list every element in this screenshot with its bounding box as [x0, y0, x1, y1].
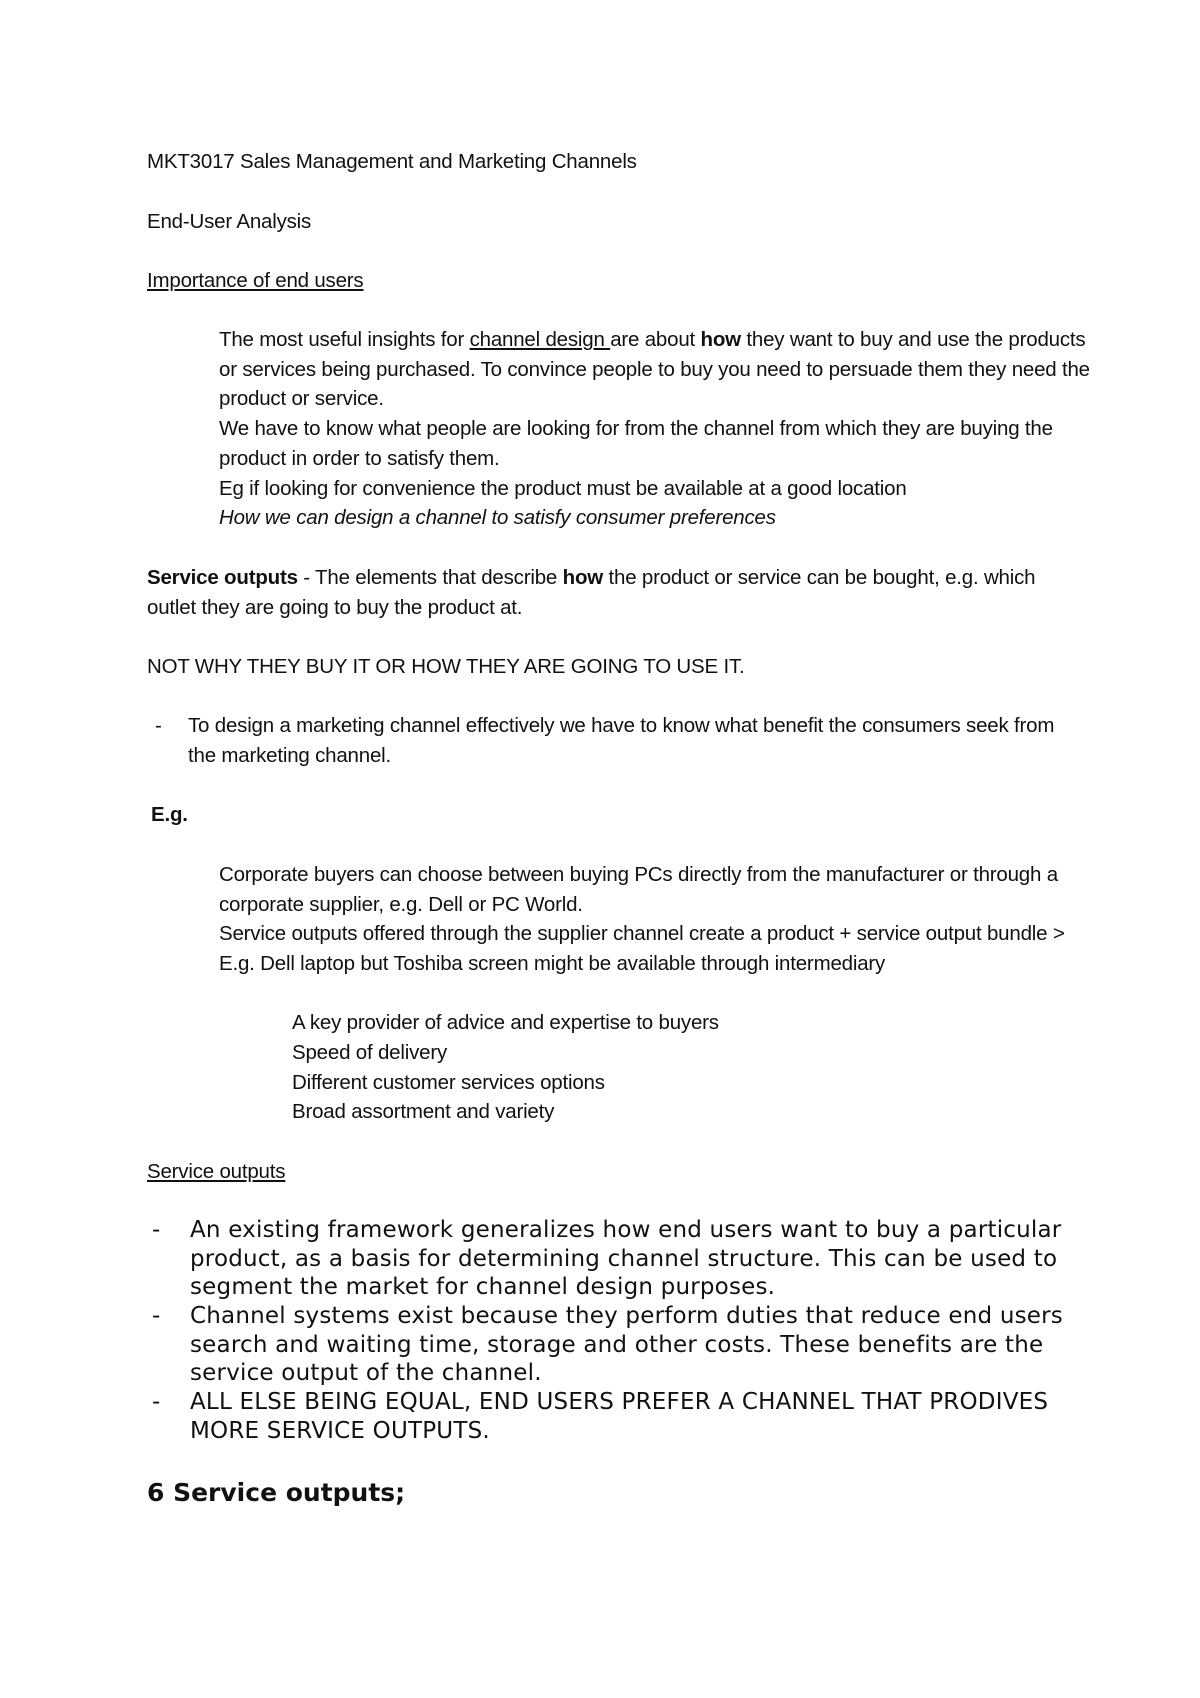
- sub-list-item: Speed of delivery: [292, 1041, 448, 1064]
- list-item: To design a marketing channel effectively we have to know what benefit the consumers seek from the marketing channel.: [188, 714, 1055, 767]
- service-outputs-heading: Service outputs: [147, 1160, 286, 1183]
- list-item: Service outputs offered through the supplier channel create a product + service output bundle > E.g. Dell laptop but Toshiba screen might be available through intermediary: [219, 922, 1065, 975]
- list-item: Channel systems exist because they perform duties that reduce end users search and waiting time, storage and other costs. These benefits are the service output of the channel.: [190, 1303, 1063, 1386]
- dash-marker: -: [152, 1389, 161, 1415]
- list-item: An existing framework generalizes how end users want to buy a particular product, as a basis for determining channel structure. This can be used to segment the market for channel design purposes.: [190, 1217, 1062, 1300]
- list-item: How we can design a channel to satisfy consumer preferences: [219, 506, 776, 529]
- list-item: ALL ELSE BEING EQUAL, END USERS PREFER A CHANNEL THAT PRODIVES MORE SERVICE OUTPUTS.: [190, 1389, 1049, 1444]
- channel-design-term: channel design: [469, 328, 611, 351]
- importance-heading: Importance of end users: [147, 269, 364, 292]
- list-item: The most useful insights for channel design are about how they want to buy and use the products or services being purchased. To convince people to buy you need to persuade them they need the product or service.: [219, 328, 1090, 410]
- document-subtitle: End-User Analysis: [147, 210, 312, 233]
- sub-list-item: Broad assortment and variety: [292, 1100, 555, 1123]
- sub-list-item: Different customer services options: [292, 1071, 605, 1094]
- document-title: MKT3017 Sales Management and Marketing Channels: [147, 150, 637, 173]
- dash-marker: -: [152, 1303, 161, 1329]
- eg-label: E.g.: [151, 803, 188, 826]
- dash-marker: -: [155, 714, 162, 737]
- list-item: Corporate buyers can choose between buying PCs directly from the manufacturer or through a corporate supplier, e.g. Dell or PC World.: [219, 863, 1058, 916]
- list-item: We have to know what people are looking for from the channel from which they are buying the product in order to satisfy them.: [219, 417, 1053, 470]
- list-item: Eg if looking for convenience the product must be available at a good location: [219, 477, 907, 500]
- six-service-outputs-heading: 6 Service outputs;: [147, 1478, 406, 1507]
- dash-marker: -: [152, 1217, 161, 1243]
- service-outputs-definition: Service outputs - The elements that describe how the product or service can be bought, e.g. which outlet they are going to buy the product at.: [147, 566, 1036, 619]
- sub-list-item: A key provider of advice and expertise to buyers: [292, 1011, 719, 1034]
- not-why-note: NOT WHY THEY BUY IT OR HOW THEY ARE GOING TO USE IT.: [147, 655, 745, 678]
